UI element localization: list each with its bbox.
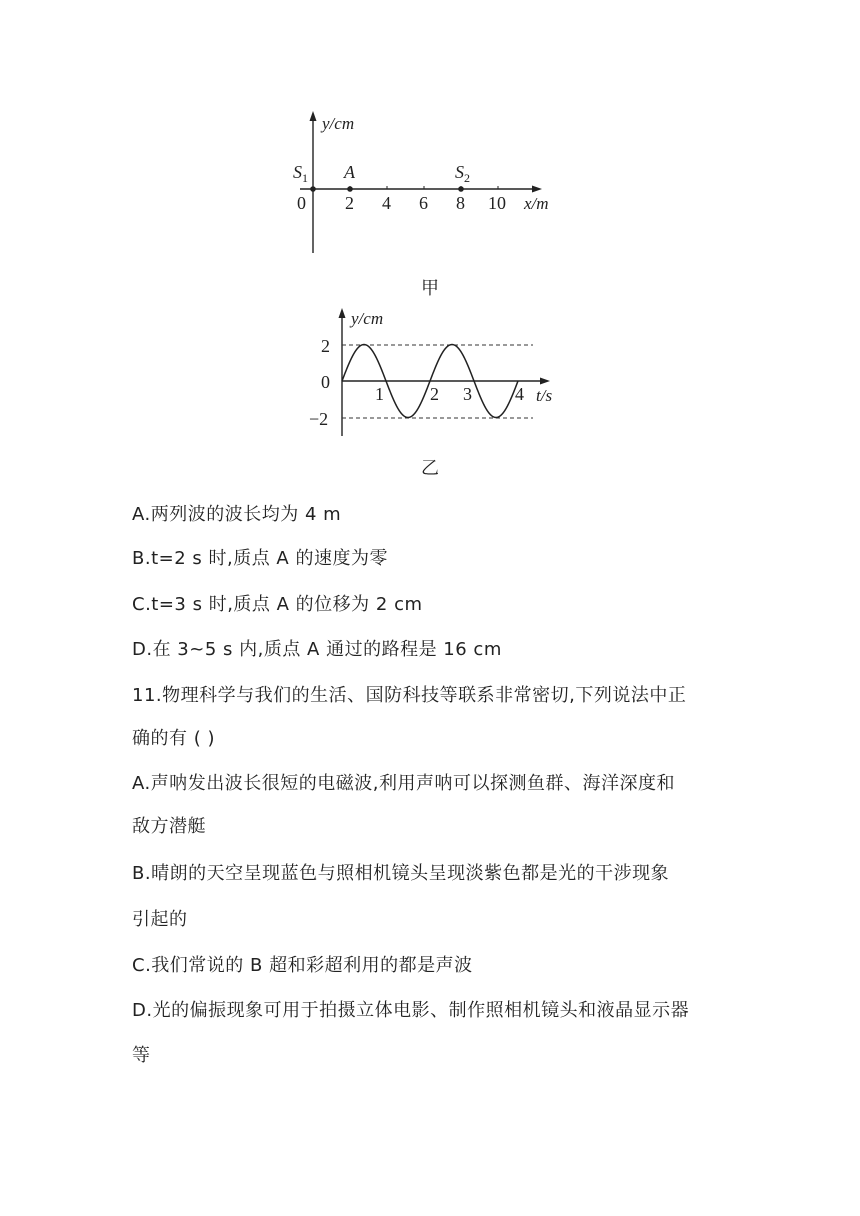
yi-xtick-3: 3 bbox=[463, 384, 472, 404]
jia-tick-label: 6 bbox=[419, 193, 428, 213]
jia-tick-group bbox=[345, 186, 506, 213]
jia-origin-label: 0 bbox=[297, 193, 306, 213]
figure-jia bbox=[280, 105, 580, 269]
option-b: B.t=2 s 时,质点 A 的速度为零 bbox=[132, 548, 388, 569]
q11-option-d-line-1: D.光的偏振现象可用于拍摄立体电影、制作照相机镜头和液晶显示器 bbox=[132, 1000, 690, 1021]
q11-option-b-line-2: 引起的 bbox=[132, 909, 188, 930]
yi-xtick-4: 4 bbox=[515, 384, 524, 404]
jia-tick-label: 2 bbox=[345, 193, 354, 213]
yi-xtick-1: 1 bbox=[375, 384, 384, 404]
yi-ytick-2: 2 bbox=[321, 336, 330, 356]
yi-ytick-0: 0 bbox=[321, 372, 330, 392]
figure-yi bbox=[305, 302, 565, 446]
figure-yi-caption: 乙 bbox=[421, 458, 439, 479]
q11-option-d-line-2: 等 bbox=[132, 1045, 151, 1066]
jia-tick-label: 8 bbox=[456, 193, 465, 213]
jia-point-label: A bbox=[344, 162, 355, 182]
jia-x-arrow bbox=[532, 186, 542, 193]
jia-tick-label: 4 bbox=[382, 193, 391, 213]
yi-xtick-2: 2 bbox=[430, 384, 439, 404]
yi-ytick-neg2: −2 bbox=[309, 409, 329, 429]
jia-point-dot bbox=[310, 186, 316, 192]
question-11-line-2: 确的有 ( ) bbox=[132, 728, 215, 749]
option-d: D.在 3~5 s 内,质点 A 通过的路程是 16 cm bbox=[132, 639, 502, 660]
figure-jia-svg bbox=[280, 105, 580, 265]
yi-x-arrow bbox=[540, 378, 550, 385]
figure-yi-svg bbox=[305, 302, 565, 442]
yi-y-label: y/cm bbox=[351, 309, 384, 328]
q11-option-b-line-1: B.晴朗的天空呈现蓝色与照相机镜头呈现淡紫色都是光的干涉现象 bbox=[132, 863, 670, 884]
jia-point-label: $S_2$ bbox=[455, 162, 470, 185]
q11-option-a-line-2: 敌方潜艇 bbox=[132, 816, 206, 837]
jia-point-label: $S_1$ bbox=[293, 162, 308, 185]
yi-x-label: t/s bbox=[536, 386, 553, 405]
jia-point-dot bbox=[347, 186, 353, 192]
jia-y-arrow bbox=[310, 111, 317, 121]
q11-option-c: C.我们常说的 B 超和彩超利用的都是声波 bbox=[132, 955, 473, 976]
option-a: A.两列波的波长均为 4 m bbox=[132, 504, 342, 525]
jia-y-label: y/cm bbox=[322, 114, 355, 133]
option-c: C.t=3 s 时,质点 A 的位移为 2 cm bbox=[132, 594, 423, 615]
figure-jia-caption: 甲 bbox=[421, 278, 439, 299]
jia-x-label: x/m bbox=[524, 194, 549, 213]
question-11-line-1: 11.物理科学与我们的生活、国防科技等联系非常密切,下列说法中正 bbox=[132, 685, 687, 706]
jia-tick-label: 10 bbox=[488, 193, 506, 213]
jia-point-group bbox=[293, 162, 470, 192]
yi-y-arrow bbox=[339, 308, 346, 318]
jia-point-dot bbox=[458, 186, 464, 192]
q11-option-a-line-1: A.声呐发出波长很短的电磁波,利用声呐可以探测鱼群、海洋深度和 bbox=[132, 773, 675, 794]
